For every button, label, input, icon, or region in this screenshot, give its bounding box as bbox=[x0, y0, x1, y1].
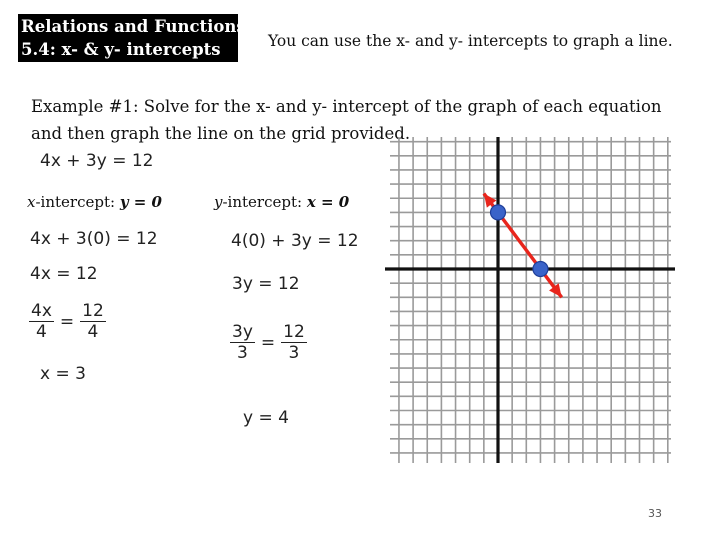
x-result: x = 3 bbox=[40, 364, 86, 384]
y-step3-fraction bbox=[230, 322, 307, 363]
x-step3-fraction bbox=[29, 301, 106, 342]
slide-title-box bbox=[18, 14, 246, 62]
x-intercept-label-condition: y = 0 bbox=[119, 193, 162, 211]
y-result: y = 4 bbox=[243, 408, 289, 428]
x-intercept-label bbox=[27, 193, 162, 211]
x-frac-equals: = bbox=[59, 311, 75, 332]
example-line1: Example #1: Solve for the x- and y- intercept of the graph of each equation bbox=[31, 97, 662, 116]
page-number: 33 bbox=[648, 507, 662, 520]
y-frac-right-num: 12 bbox=[283, 322, 305, 342]
coordinate-grid bbox=[385, 132, 675, 467]
x-frac-right-den: 4 bbox=[87, 322, 99, 342]
y-intercept-label-text: -intercept: bbox=[222, 193, 307, 211]
y-intercept-label bbox=[214, 193, 349, 211]
x-frac-right bbox=[80, 301, 106, 342]
y-intercept-label-condition: x = 0 bbox=[306, 193, 350, 211]
x-frac-left-den: 4 bbox=[36, 322, 47, 342]
axes bbox=[385, 137, 675, 463]
x-intercept-label-var: x bbox=[27, 193, 36, 211]
x-intercept-label-text: -intercept: bbox=[35, 193, 120, 211]
y-frac-left bbox=[230, 322, 255, 363]
y-frac-left-den: 3 bbox=[237, 343, 248, 363]
intro-text: You can use the x- and y- intercepts to graph a line. bbox=[268, 32, 673, 50]
x-step1: 4x + 3(0) = 12 bbox=[30, 229, 158, 249]
y-step1: 4(0) + 3y = 12 bbox=[231, 231, 359, 251]
y-step2: 3y = 12 bbox=[232, 274, 300, 294]
y-frac-right-den: 3 bbox=[288, 343, 300, 363]
equation: 4x + 3y = 12 bbox=[40, 151, 154, 171]
intercept-point bbox=[533, 262, 548, 277]
slide-title-line2: 5.4: x- & y- intercepts bbox=[21, 40, 221, 59]
y-frac-left-num: 3y bbox=[232, 322, 253, 342]
y-intercept-label-var: y bbox=[214, 193, 223, 211]
y-frac-equals: = bbox=[260, 332, 276, 353]
intercept-point bbox=[491, 205, 506, 220]
x-frac-left bbox=[29, 301, 54, 342]
y-frac-right bbox=[281, 322, 307, 363]
example-line2: and then graph the line on the grid provided. bbox=[31, 124, 411, 143]
x-frac-left-num: 4x bbox=[31, 301, 52, 321]
x-frac-right-num: 12 bbox=[82, 301, 104, 321]
slide-title-line1: Relations and Functions bbox=[21, 17, 246, 36]
grid-lines bbox=[390, 137, 671, 463]
x-step2: 4x = 12 bbox=[30, 264, 98, 284]
